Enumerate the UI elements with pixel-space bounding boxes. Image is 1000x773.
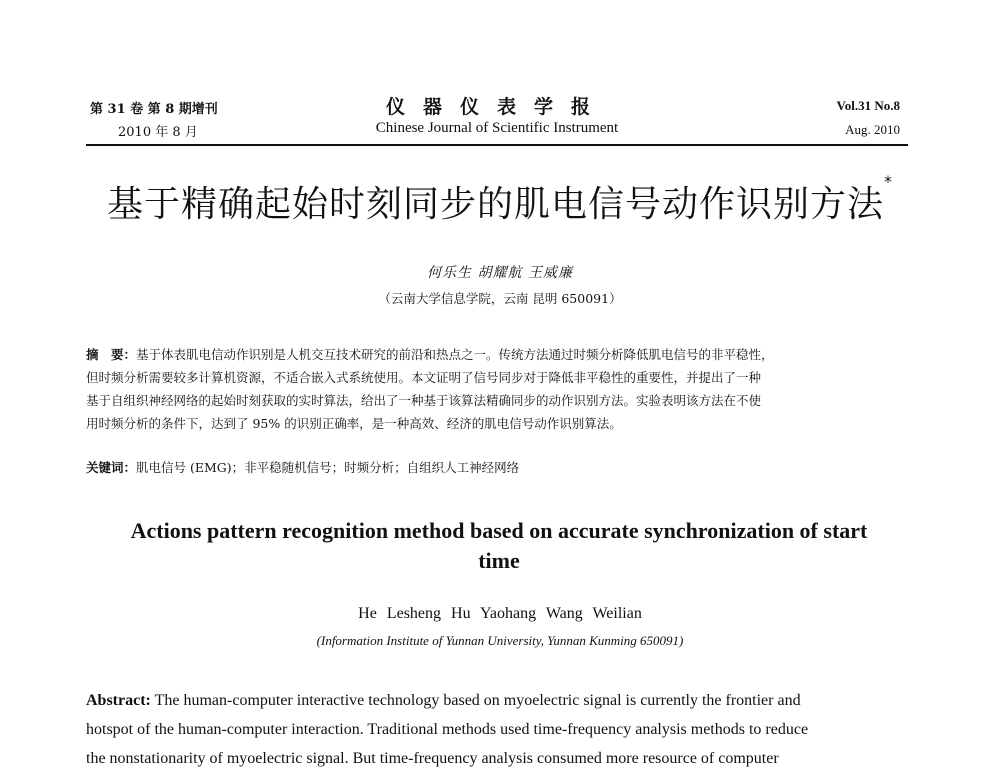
- abstract-cn-line: 但时频分析需要较多计算机资源，不适合嵌入式系统使用。本文证明了信号同步对于降低非平稳性的重要性，并提出了一种: [86, 370, 762, 385]
- date-en: Aug. 2010: [845, 122, 900, 137]
- keywords-cn-text: 肌电信号 (EMG)；非平稳随机信号；时频分析；自组织人工神经网络: [136, 460, 520, 475]
- authors-cn: 何乐生 胡耀航 王威廉: [427, 265, 573, 281]
- paper-title-en: [86, 516, 912, 576]
- abstract-en-label: Abstract:: [86, 692, 151, 709]
- affiliation-cn: （云南大学信息学院，云南 昆明 650091）: [378, 291, 622, 306]
- paper-title-en-line2: time: [478, 548, 520, 573]
- paper-title-cn: [60, 172, 940, 227]
- volume-issue-cn: 第 31 卷 第 8 期增刊: [90, 102, 218, 117]
- keywords-cn-label: 关键词：: [86, 460, 137, 475]
- abstract-cn-line: 用时频分析的条件下，达到了 95% 的识别正确率，是一种高效、经济的肌电信号动作识别算法。: [86, 416, 622, 431]
- paper-title-en-line1: Actions pattern recognition method based on accurate synchronization of start: [130, 518, 868, 543]
- paper-title-cn-text: 基于精确起始时刻同步的肌电信号动作识别方法: [106, 184, 884, 225]
- date-cn: 2010 年 8 月: [118, 125, 198, 140]
- abstract-cn-label: 摘 要：: [86, 347, 137, 362]
- journal-header: [86, 96, 908, 146]
- abstract-en-line: hotspot of the human-computer interaction. Traditional methods used time-frequency analysis methods to reduce: [86, 721, 809, 738]
- journal-name-cn: 仪器仪表学报: [385, 96, 608, 118]
- authors-en: He Lesheng Hu Yaohang Wang Weilian: [358, 605, 642, 622]
- keywords-cn: [86, 458, 519, 476]
- abstract-cn: [86, 343, 910, 435]
- affiliation-en: (Information Institute of Yunnan University, Yunnan Kunming 650091): [316, 633, 684, 648]
- abstract-en-line: Abstract: The human-computer interactive technology based on myoelectric signal is currently the frontier and: [86, 692, 801, 709]
- abstract-cn-line: 基于自组织神经网络的起始时刻获取的实时算法，给出了一种基于该算法精确同步的动作识别方法。实验表明该方法在不使: [86, 393, 762, 408]
- volume-issue-en: Vol.31 No.8: [836, 98, 900, 113]
- journal-name-en: Chinese Journal of Scientific Instrument: [375, 120, 619, 136]
- abstract-cn-line: 摘 要：基于体表肌电信动作识别是人机交互技术研究的前沿和热点之一。传统方法通过时频分析降低肌电信号的非平稳性，: [86, 347, 774, 362]
- title-footnote-mark: *: [884, 172, 893, 191]
- abstract-en-line: the nonstationarity of myoelectric signal. But time-frequency analysis consumed more resource of computer: [86, 750, 779, 767]
